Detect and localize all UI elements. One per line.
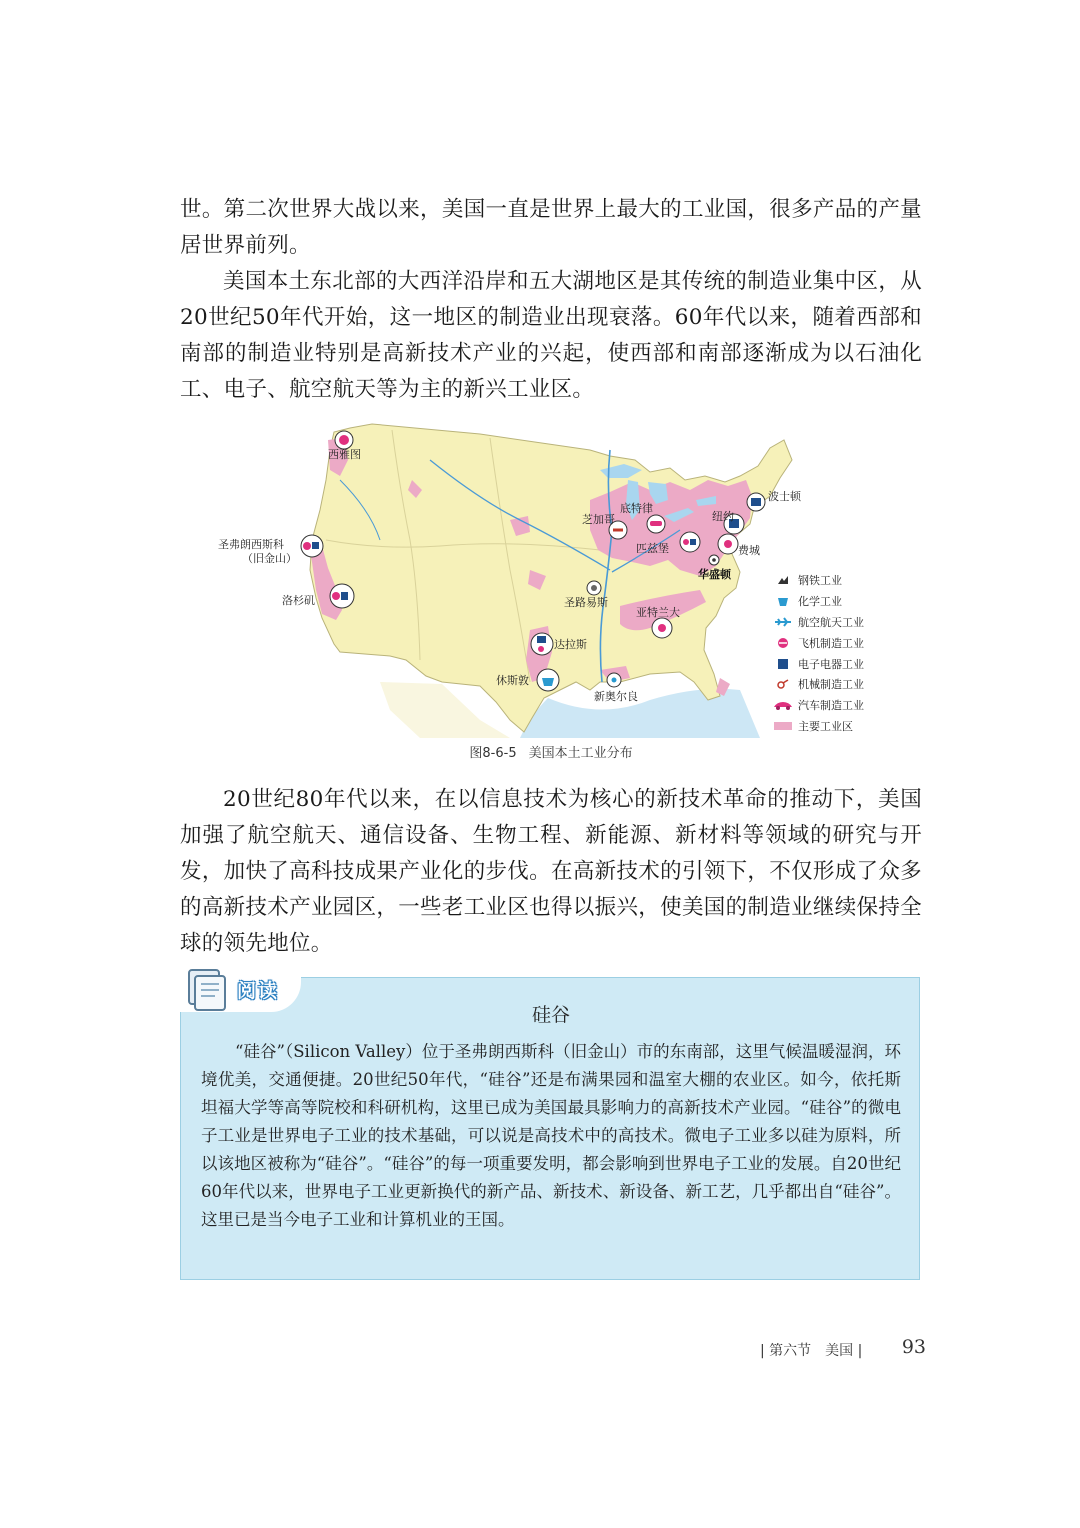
aircraft-icon [772,636,794,650]
washington-symbol [709,555,719,565]
atlanta-symbol [652,618,672,638]
industrial-zone-icon [772,719,794,733]
legend-label: 航空航天工业 [798,615,864,629]
legend-item-electronics [772,653,922,674]
dallas-symbol [531,633,553,655]
legend-item-steel [772,570,922,591]
city-label-pittsburgh: 匹兹堡 [636,542,669,555]
city-label-philadelphia: 费城 [738,544,760,557]
legend-item-machinery [772,674,922,695]
chemical-icon [772,594,794,608]
stlouis-symbol [587,581,601,595]
city-label-losangeles: 洛杉矶 [282,594,315,607]
city-label-newyork: 纽约 [712,510,734,523]
city-label-chicago: 芝加哥 [582,513,615,526]
reading-tag: 阅读 [237,980,280,1002]
machinery-icon [772,677,794,691]
city-label-seattle: 西雅图 [328,448,361,461]
city-label-houston: 休斯敦 [496,674,529,687]
losangeles-symbol [330,584,354,608]
boston-symbol [747,493,765,511]
gulf-of-mexico [520,689,760,738]
legend-item-aerospace [772,612,922,633]
city-label-sanfrancisco: 圣弗朗西斯科 [218,538,284,551]
legend-label: 主要工业区 [798,719,853,733]
city-label-detroit: 底特律 [620,502,653,515]
legend-label: 飞机制造工业 [798,636,864,650]
body-paragraph-1: 世。第二次世界大战以来，美国一直是世界上最大的工业国，很多产品的产量居世界前列。 [180,197,922,258]
footer-section-title: | 第六节 美国 | [760,1343,863,1359]
city-label-atlanta: 亚特兰大 [636,606,680,619]
page-footer [760,1338,926,1362]
pittsburgh-symbol [680,532,700,552]
city-label-boston: 波士顿 [768,490,801,503]
legend-label: 钢铁工业 [798,574,842,588]
legend-label: 化学工业 [798,595,842,609]
legend-label: 机械制造工业 [798,678,864,692]
legend-item-automobile [772,695,922,716]
legend-item-chemical [772,591,922,612]
page-number: 93 [901,1336,926,1358]
aerospace-icon [772,615,794,629]
city-label-stlouis: 圣路易斯 [564,596,608,609]
city-label-sanfrancisco-alt: （旧金山） [242,552,297,565]
figure-caption-text: 美国本土工业分布 [528,746,633,761]
legend-item-industrial-zone [772,716,922,737]
legend-label: 汽车制造工业 [798,699,864,713]
reading-body: “硅谷”（Silicon Valley）位于圣弗朗西斯科（旧金山）市的东南部，这里气候温暖湿润，环境优美，交通便捷。20世纪50年代，“硅谷”还是布满果园和温室大棚的农业区。如今，依托斯坦福大学等高等院校和科研机构，这里已成为美国最具影响力的高新技术产业园。“硅谷”的微电子工业是世界电子工业的技术基础，可以说是高技术中的高技术。微电子工业多以硅为原料，所以该地区被称为“硅谷”。“硅谷”的每一项重要发明，都会影响到世界电子工业的发展。自20世纪60年代以来，世界电子工业更新换代的新产品、新技术、新设备、新工艺，几乎都出自“硅谷”。这里已是当今电子工业和计算机业的王国。 [201,1042,901,1229]
seattle-symbol [335,431,353,449]
sanfrancisco-symbol [301,535,323,557]
legend-label: 电子电器工业 [798,657,864,671]
steel-icon [772,573,794,587]
reading-title: 硅谷 [531,1004,570,1026]
legend-item-aircraft [772,632,922,653]
philadelphia-symbol [718,534,738,554]
houston-symbol [537,669,559,691]
city-label-dallas: 达拉斯 [554,638,587,651]
city-label-neworleans: 新奥尔良 [594,690,638,703]
city-label-washington: 华盛顿 [698,568,731,581]
body-paragraph-2: 美国本土东北部的大西洋沿岸和五大湖地区是其传统的制造业集中区，从20世纪50年代开始，这一地区的制造业出现衰落。60年代以来，随着西部和南部的制造业特别是高新技术产业的兴起，使西部和南部逐渐成为以石油化工、电子、航空航天等为主的新兴工业区。 [180,269,922,402]
reading-box [180,977,920,1280]
electronics-icon [772,657,794,671]
figure-caption [180,742,922,761]
us-industry-map-figure [180,420,922,780]
map-legend [772,570,922,736]
neworleans-symbol [607,673,621,687]
body-paragraph-3: 20世纪80年代以来，在以信息技术为核心的新技术革命的推动下，美国加强了航空航天、通信设备、生物工程、新能源、新材料等领域的研究与开发，加快了高科技成果产业化的步伐。在高新技术的引领下，不仅形成了众多的高新技术产业园区，一些老工业区也得以振兴，使美国的制造业继续保持全球的领先地位。 [180,787,922,956]
automobile-icon [772,698,794,712]
detroit-symbol [647,515,665,533]
figure-number: 图8-6-5 [469,746,517,761]
